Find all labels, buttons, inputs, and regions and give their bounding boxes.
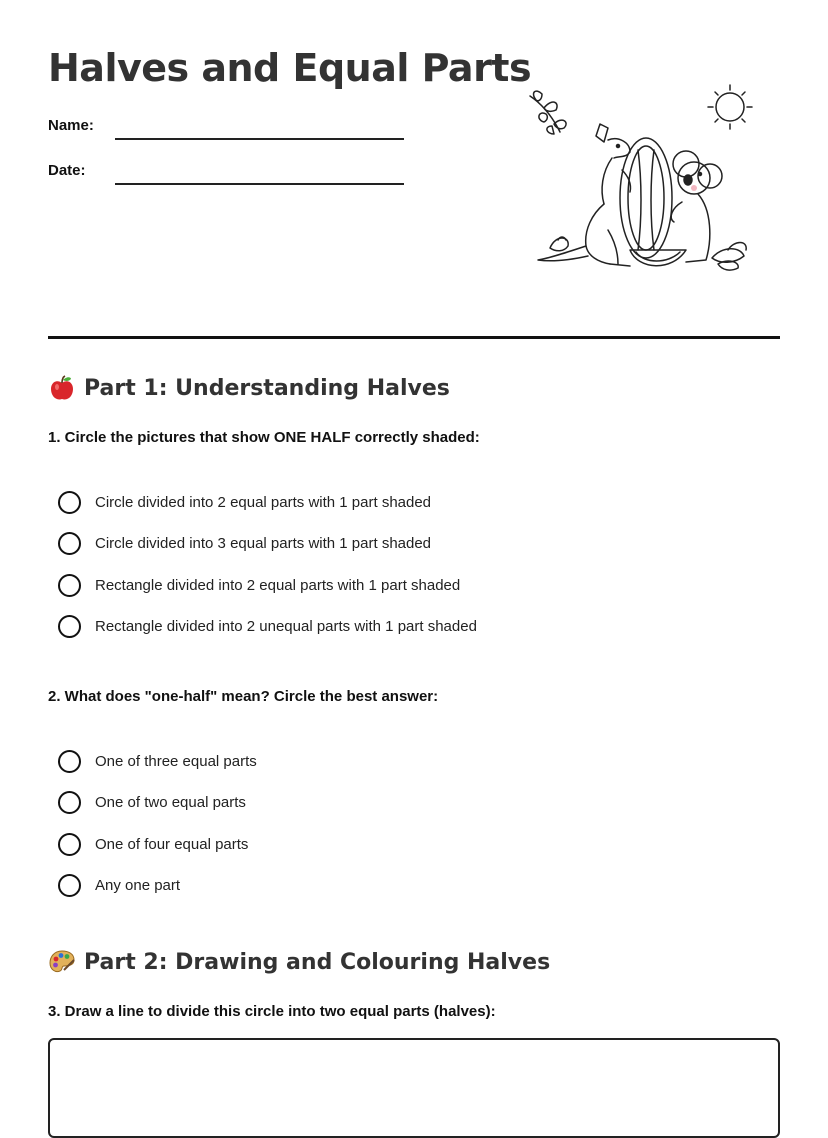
radio-circle[interactable] [58,791,81,814]
q1-option-2[interactable] [58,532,431,555]
koala-icon [671,151,722,262]
option-label: Any one part [95,877,181,894]
radio-circle[interactable] [58,491,81,514]
page-title: Halves and Equal Parts [48,46,532,90]
question-3: 3. Draw a line to divide this circle into two equal parts (halves): [48,1003,496,1020]
q1-option-3[interactable] [58,574,460,597]
option-label: One of three equal parts [95,753,257,770]
q2-option-3[interactable] [58,833,248,856]
watermelon-icon [620,138,686,266]
kangaroo-koala-watermelon-illustration [522,80,762,280]
q1-option-1[interactable] [58,491,431,514]
option-label: One of two equal parts [95,794,246,811]
radio-circle[interactable] [58,750,81,773]
drawing-area[interactable] [48,1038,780,1138]
q2-option-1[interactable] [58,750,257,773]
q2-option-4[interactable] [58,874,180,897]
question-1: 1. Circle the pictures that show ONE HALF correctly shaded: [48,429,480,446]
name-field[interactable] [115,138,404,140]
part2-heading [48,948,550,976]
date-field[interactable] [115,183,404,185]
option-label: Circle divided into 3 equal parts with 1 part shaded [95,535,432,552]
q2-option-2[interactable] [58,791,246,814]
radio-circle[interactable] [58,833,81,856]
option-label: Rectangle divided into 2 unequal parts with 1 part shaded [95,618,477,635]
name-label: Name: [48,117,94,134]
part1-heading [48,374,450,402]
option-label: Circle divided into 2 equal parts with 1 part shaded [95,494,432,511]
radio-circle[interactable] [58,615,81,638]
radio-circle[interactable] [58,532,81,555]
section-divider [48,336,780,339]
date-label: Date: [48,162,86,179]
radio-circle[interactable] [58,574,81,597]
palette-icon [48,948,76,976]
part2-heading-text: Part 2: Drawing and Colouring Halves [84,949,551,975]
option-label: Rectangle divided into 2 equal parts with 1 part shaded [95,577,461,594]
question-2: 2. What does "one-half" mean? Circle the best answer: [48,688,439,705]
q1-option-4[interactable] [58,615,477,638]
part1-heading-text: Part 1: Understanding Halves [84,375,450,401]
apple-icon [48,374,76,402]
radio-circle[interactable] [58,874,81,897]
sun-icon [708,85,752,129]
leaf-branch-icon [530,91,566,134]
option-label: One of four equal parts [95,836,249,853]
